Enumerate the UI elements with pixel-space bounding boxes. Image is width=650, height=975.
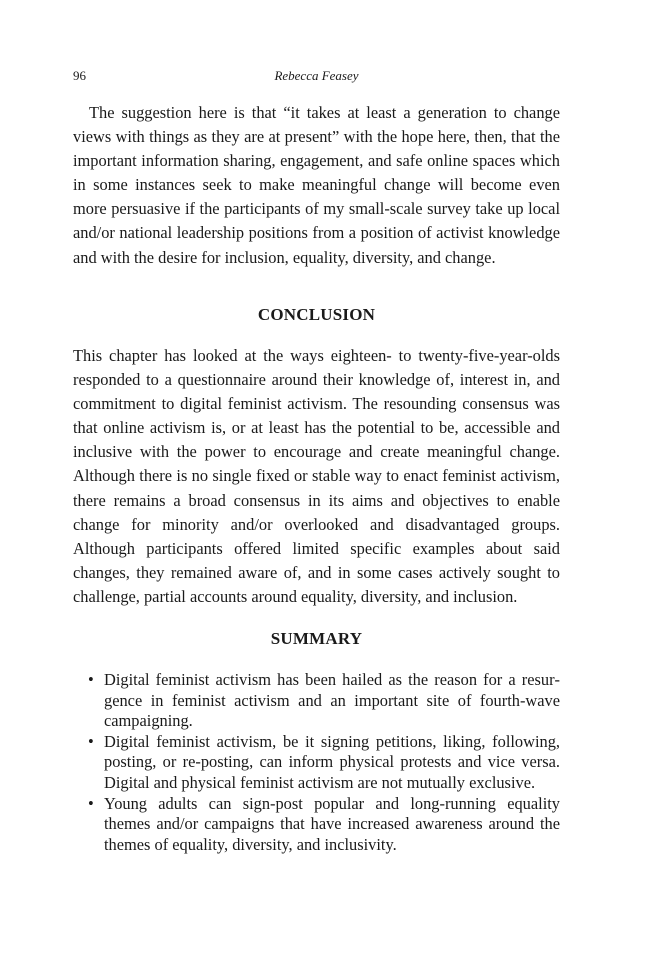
opening-paragraph: The suggestion here is that “it takes at least a generation to change views with things as they are at present” with the hope here, then, that the important information sharing, engagement, and safe online spaces which in some instances seek to make meaningful change will become even more persuasive if the participants of my small-scale survey take up local and/or national leadership positions from a position of activist knowledge and with the desire for inclusion, equality, diversity, and change.: [73, 103, 560, 267]
summary-bullet-list: [73, 670, 560, 855]
summary-bullet-item: [73, 794, 560, 856]
summary-bullet-text: Digital feminist activism has been hailed as the reason for a resurgence in feminist activism and an important site of fourth-wave campaigning.: [104, 670, 560, 731]
bullet-dot-icon: •: [88, 731, 94, 751]
summary-bullet-item: [73, 732, 560, 794]
summary-bullet-item: [73, 670, 560, 732]
bullet-dot-icon: •: [88, 793, 94, 813]
bullet-dot-icon: •: [88, 670, 94, 689]
running-title-author: Rebecca Feasey: [274, 68, 359, 83]
page-number: 96: [73, 68, 86, 83]
running-head: [73, 68, 560, 86]
summary-heading: SUMMARY: [270, 629, 363, 648]
conclusion-heading: CONCLUSION: [257, 305, 376, 324]
conclusion-paragraph: This chapter has looked at the ways eighteen- to twenty-five-year-olds responded to a questionnaire around their knowledge of, interest in, and commitment to digital feminist activism. The resounding consensus was that online activism is, or at least has the potential to be, accessible and inclusive with the power to encourage and create meaningful change. Although there is no single fixed or stable way to enact feminist activism, there remains a broad consensus in its aims and objectives to enable change for minority and/or overlooked and disadvantaged groups. Although participants offered limited specific examples about said changes, they remained aware of, and in some cases actively sought to challenge, partial accounts around equality, diversity, and inclusion.: [73, 346, 560, 606]
summary-bullet-text: Young adults can sign-post popular and long-running equality themes and/or campaigns that have increased awareness around the themes of equality, diversity, and inclusivity.: [104, 793, 560, 854]
summary-bullet-text: Digital feminist activism, be it signing petitions, liking, following, posting, or re-posting, can inform physical protests and vice versa. Digital and physical feminist activism are not mutually exclusive.: [104, 731, 560, 792]
